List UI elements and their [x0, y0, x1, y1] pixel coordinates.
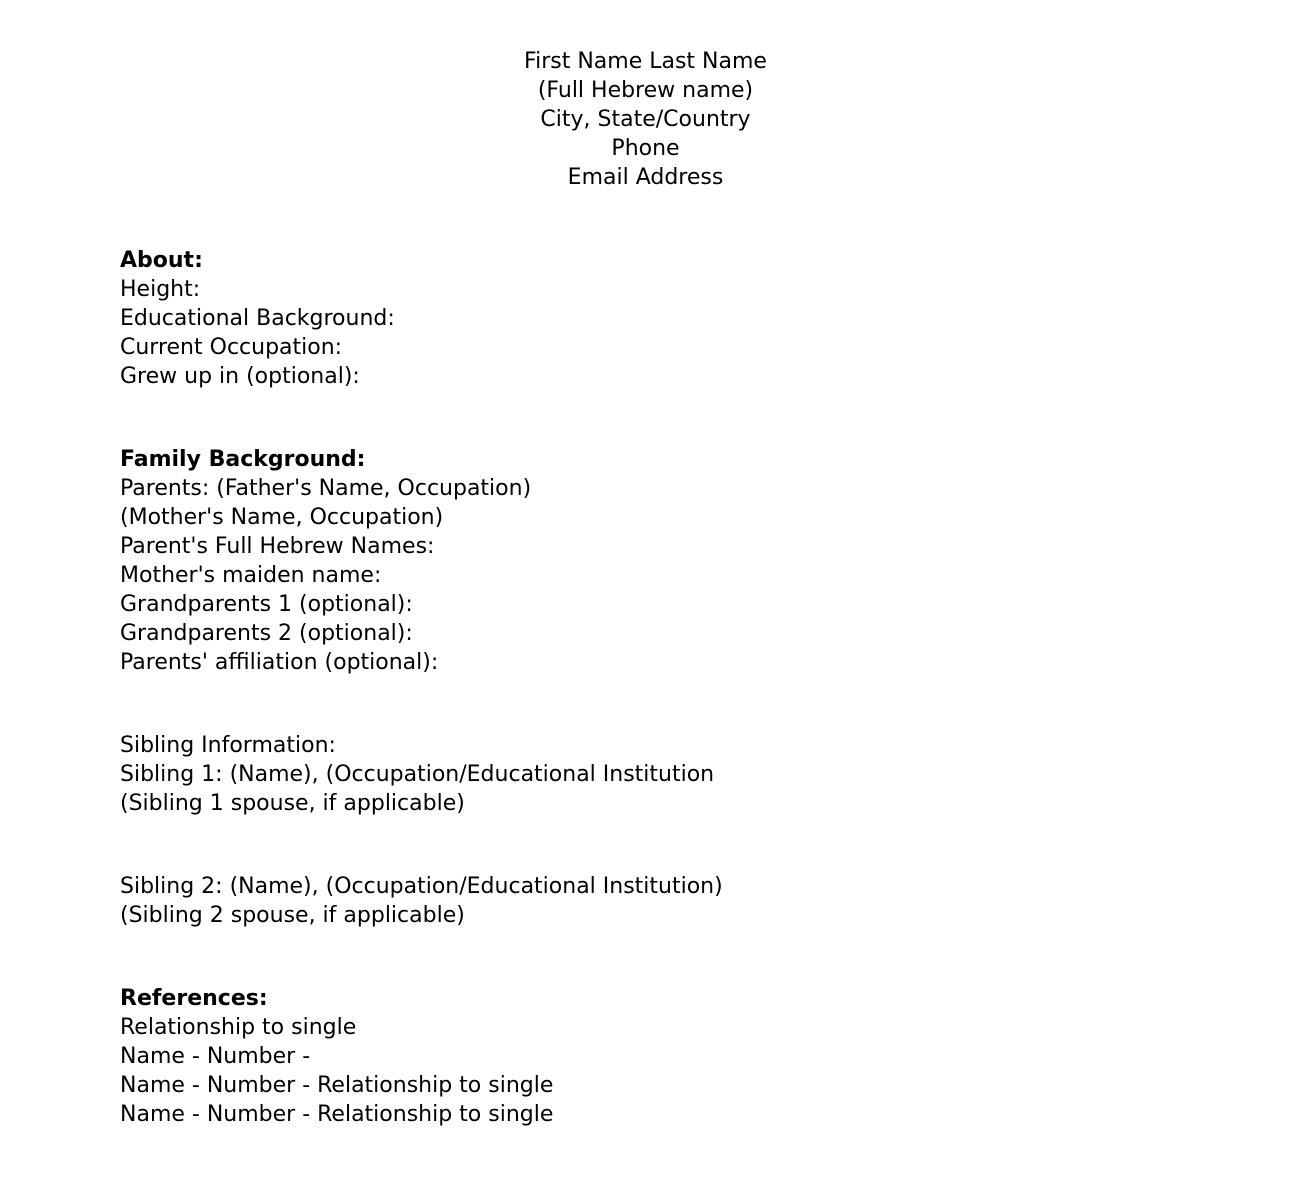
family-section [120, 445, 1220, 677]
sibling-2-spouse-field: (Sibling 2 spouse, if applicable) [120, 903, 465, 928]
sibling-1-spouse-field: (Sibling 1 spouse, if applicable) [120, 791, 465, 816]
grew-up-field: Grew up in (optional): [120, 364, 360, 389]
sibling-2-block [120, 872, 1220, 930]
family-heading: Family Background: [120, 447, 366, 472]
reference-item: Relationship to single [120, 1015, 357, 1040]
phone: Phone [611, 136, 680, 161]
about-heading: About: [120, 248, 203, 273]
email-address: Email Address [567, 165, 724, 190]
mother-field: (Mother's Name, Occupation) [120, 505, 444, 530]
father-field: Parents: (Father's Name, Occupation) [120, 476, 532, 501]
hebrew-name: (Full Hebrew name) [537, 78, 754, 103]
grandparents-2-field: Grandparents 2 (optional): [120, 621, 413, 646]
education-field: Educational Background: [120, 306, 395, 331]
location: City, State/Country [540, 107, 751, 132]
reference-item: Name - Number - Relationship to single [120, 1102, 554, 1127]
full-name: First Name Last Name [524, 49, 767, 74]
sibling-2-field: Sibling 2: (Name), (Occupation/Educational Institution) [120, 874, 723, 899]
references-section [120, 984, 1220, 1129]
grandparents-1-field: Grandparents 1 (optional): [120, 592, 413, 617]
height-field: Height: [120, 277, 201, 302]
parents-hebrew-names-field: Parent's Full Hebrew Names: [120, 534, 435, 559]
reference-item: Name - Number - Relationship to single [120, 1073, 554, 1098]
affiliation-field: Parents' affiliation (optional): [120, 650, 439, 675]
about-section [120, 246, 1220, 391]
siblings-heading: Sibling Information: [120, 733, 336, 758]
reference-item: Name - Number - [120, 1044, 311, 1069]
references-heading: References: [120, 986, 268, 1011]
sibling-1-field: Sibling 1: (Name), (Occupation/Educational Institution [120, 762, 715, 787]
maiden-name-field: Mother's maiden name: [120, 563, 382, 588]
occupation-field: Current Occupation: [120, 335, 343, 360]
siblings-section [120, 731, 1220, 818]
profile-header [0, 47, 1291, 192]
